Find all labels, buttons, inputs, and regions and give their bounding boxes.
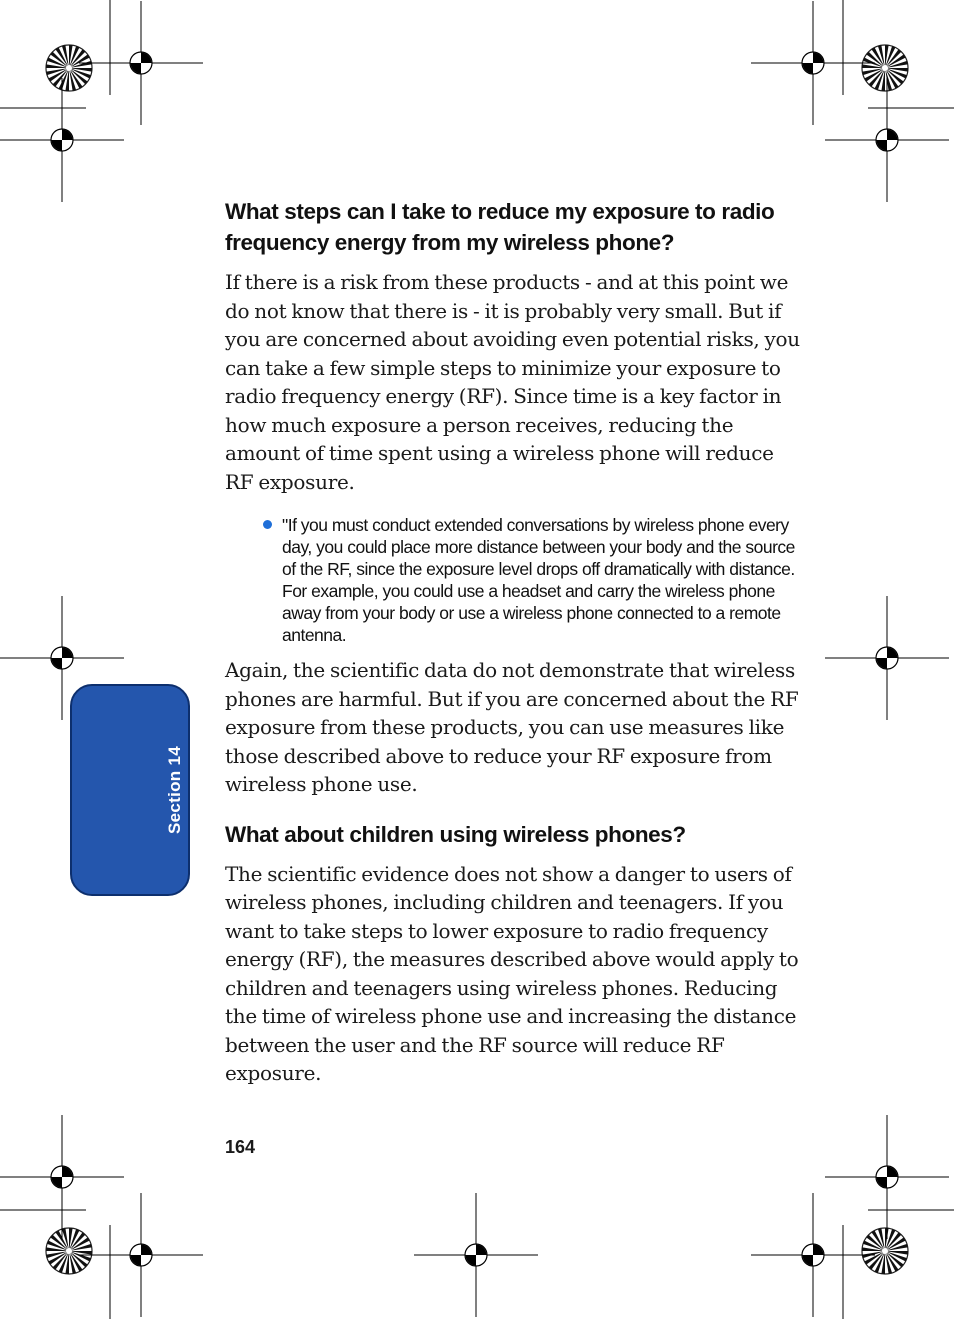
registration-mark-icon xyxy=(414,1193,538,1317)
registration-mark-icon xyxy=(0,78,124,202)
starburst-target-icon xyxy=(46,1228,92,1274)
bullet-dot-icon xyxy=(263,520,272,529)
list-item xyxy=(261,514,800,646)
starburst-target-icon xyxy=(862,45,908,91)
registration-mark-icon xyxy=(751,1193,875,1317)
page-content xyxy=(225,196,800,1088)
registration-mark-icon xyxy=(751,1,875,125)
registration-mark-icon xyxy=(79,1,203,125)
bullet-text: "If you must conduct extended conversations by wireless phone every day, you could place more distance between your body and the source of the RF, since the exposure level drops off dramatically with distance. For example, you could use a headset and carry the wireless phone away from your body or use a wireless phone connected to a remote antenna. xyxy=(282,515,795,645)
registration-mark-icon xyxy=(825,1115,949,1239)
section-label: Section 14 xyxy=(165,745,184,835)
paragraph-children: The scientific evidence does not show a danger to users of wireless phones, including children and teenagers. If you want to take steps to lower exposure to radio frequency energy (RF), the measures described above would apply to children and teenagers using wireless phones. Reducing the time of wireless phone use and increasing the distance between the user and the RF source will reduce RF exposure. xyxy=(225,861,799,1085)
heading-reduce-exposure: What steps can I take to reduce my exposure to radio frequency energy from my wireless phone? xyxy=(225,199,775,255)
registration-mark-icon xyxy=(0,1115,124,1239)
paragraph-risk: If there is a risk from these products - and at this point we do not know that there is - it is probably very small. But if you are concerned about avoiding even potential risks, you can take a few simple steps to minimize your exposure to radio frequency energy (RF). Since time is a key factor in how much exposure a person receives, reducing the amount of time spent using a wireless phone will reduce RF exposure. xyxy=(225,270,800,494)
registration-mark-icon xyxy=(79,1193,203,1317)
page-number: 164 xyxy=(225,1137,256,1157)
bullet-list xyxy=(225,514,800,646)
starburst-target-icon xyxy=(46,45,92,91)
registration-mark-icon xyxy=(825,78,949,202)
paragraph-scientific-data: Again, the scientific data do not demonstrate that wireless phones are harmful. But if you are concerned about the RF exposure from these products, you can use measures like those described above to reduce your RF exposure from wireless phone use. xyxy=(225,658,799,796)
registration-mark-icon xyxy=(825,596,949,720)
starburst-target-icon xyxy=(862,1228,908,1274)
heading-children: What about children using wireless phones? xyxy=(225,821,686,847)
